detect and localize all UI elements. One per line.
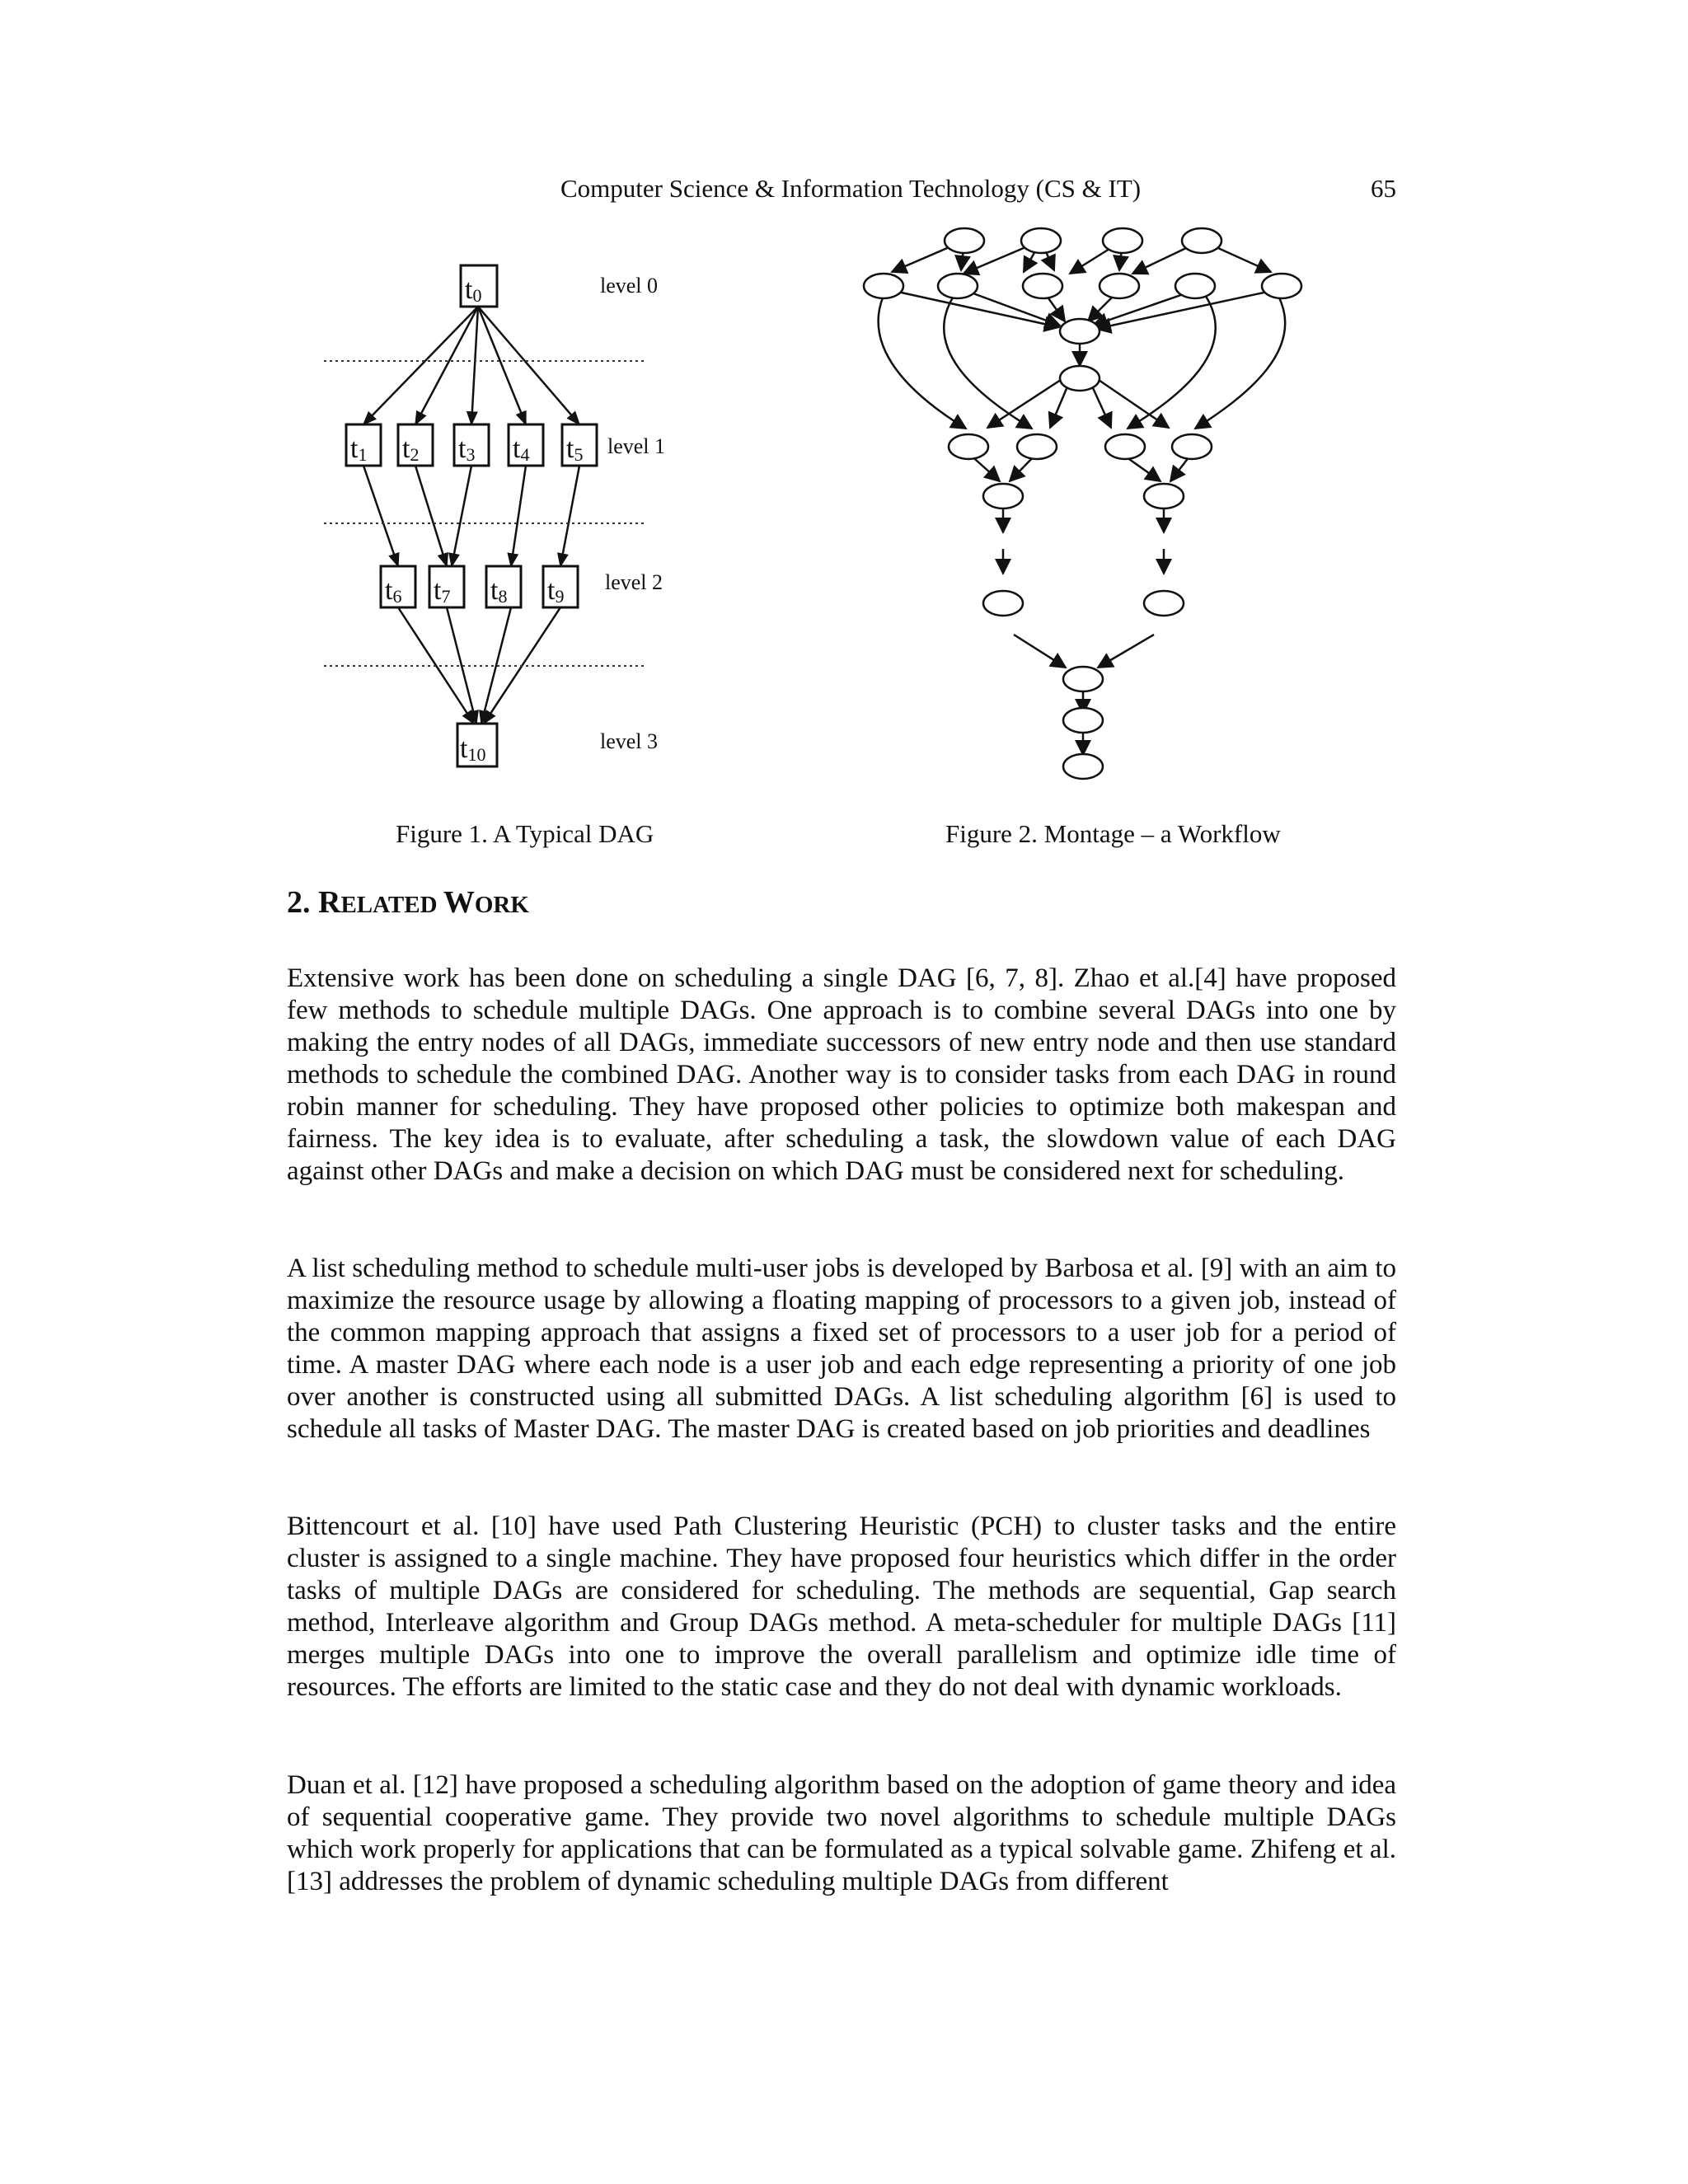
node-label-t3: t3 <box>458 434 476 465</box>
edge <box>415 466 447 566</box>
edge <box>511 466 526 566</box>
edge <box>560 466 579 566</box>
task-node <box>1144 484 1184 509</box>
task-node <box>1262 274 1301 298</box>
task-node <box>1063 667 1103 691</box>
journal-title: Computer Science & Information Technology (CS & IT) <box>560 174 1142 203</box>
task-node <box>983 591 1023 616</box>
task-node <box>1023 274 1062 298</box>
figure-1-caption: Figure 1. A Typical DAG <box>396 819 654 848</box>
node-label-t2: t2 <box>402 434 420 465</box>
paragraph: Bittencourt et al. [10] have used Path Clustering Heuristic (PCH) to cluster tasks and the entire cluster is assigned to a single machine. They have proposed four heuristics which differ in the order tasks of multiple DAGs are considered for scheduling. The methods are sequential, Gap search method, Interleave algorithm and Group DAGs method. A meta-scheduler for multiple DAGs [11] merges multiple DAGs into one to improve the overall parallelism and optimize idle time of resources. The efforts are limited to the static case and they do not deal with dynamic workloads. <box>287 1511 1396 1702</box>
edge <box>478 307 526 424</box>
node-label-t8: t8 <box>490 575 508 607</box>
task-node <box>949 434 988 459</box>
task-node <box>1021 228 1061 253</box>
edge <box>1014 635 1066 668</box>
figure-2-montage-workflow-diagram <box>841 216 1335 793</box>
edge <box>415 307 478 424</box>
node-label-t1: t1 <box>350 434 368 465</box>
page-header <box>287 171 1396 207</box>
edge <box>471 307 478 424</box>
node-label-t0: t0 <box>465 274 482 306</box>
task-node <box>1063 754 1103 779</box>
edge <box>363 307 478 424</box>
edge <box>987 378 1063 428</box>
task-node <box>1063 708 1103 733</box>
node-label-t5: t5 <box>566 434 584 465</box>
task-node <box>864 274 903 298</box>
node-label-t9: t9 <box>547 575 565 607</box>
node-label-t10: t10 <box>460 733 486 765</box>
edge <box>478 307 579 424</box>
task-node <box>1103 228 1142 253</box>
task-node <box>1060 366 1100 391</box>
task-node <box>1105 434 1145 459</box>
task-node <box>1175 274 1215 298</box>
task-node <box>945 228 984 253</box>
task-node <box>1172 434 1212 459</box>
task-node <box>1060 319 1100 344</box>
level-label: level 3 <box>600 729 659 753</box>
figure-2-caption: Figure 2. Montage – a Workflow <box>945 819 1281 848</box>
figure-1-dag-diagram <box>313 251 692 791</box>
level-label: level 2 <box>605 570 663 594</box>
level-label: level 1 <box>607 434 666 458</box>
paragraph: Extensive work has been done on scheduling a single DAG [6, 7, 8]. Zhao et al.[4] have proposed few methods to schedule multiple DAGs. One approach is to combine several DAGs into one by making the entry nodes of all DAGs, immediate successors of new entry node and then use standard methods to schedule the combined DAG. Another way is to consider tasks from each DAG in round robin manner for scheduling. They have proposed other policies to optimize both makespan and fairness. The key idea is to evaluate, after scheduling a task, the slowdown value of each DAG against other DAGs and make a decision on which DAG must be considered next for scheduling. <box>287 963 1396 1186</box>
paragraph: Duan et al. [12] have proposed a scheduling algorithm based on the adoption of game theory and idea of sequential cooperative game. They provide two novel algorithms to schedule multiple DAGs which work properly for applications that can be formulated as a typical solvable game. Zhifeng et al. [13] addresses the problem of dynamic scheduling multiple DAGs from different <box>287 1770 1396 1896</box>
edge <box>452 466 471 566</box>
task-node <box>1100 274 1139 298</box>
task-node <box>938 274 978 298</box>
edge <box>363 466 398 566</box>
task-node <box>1182 228 1221 253</box>
level-label: level 0 <box>600 274 659 298</box>
task-node <box>983 484 1023 509</box>
section-heading: 2. RELATED WORK <box>287 885 529 920</box>
paragraph: A list scheduling method to schedule multi-user jobs is developed by Barbosa et al. [9] with an aim to maximize the resource usage by allowing a floating mapping of processors to a given job, instead of the common mapping approach that assigns a fixed set of processors to a user job for a period of time. A master DAG where each node is a user job and each edge representing a priority of one job over another is constructed using all submitted DAGs. A list scheduling algorithm [6] is used to schedule all tasks of Master DAG. The master DAG is created based on job priorities and deadlines <box>287 1254 1396 1444</box>
task-node <box>1017 434 1057 459</box>
page-number: 65 <box>1371 174 1396 203</box>
edge <box>1098 635 1154 668</box>
node-label-t4: t4 <box>513 434 530 465</box>
node-label-t6: t6 <box>385 575 402 607</box>
node-label-t7: t7 <box>434 575 451 607</box>
edge <box>1195 290 1285 429</box>
task-node <box>1144 591 1184 616</box>
